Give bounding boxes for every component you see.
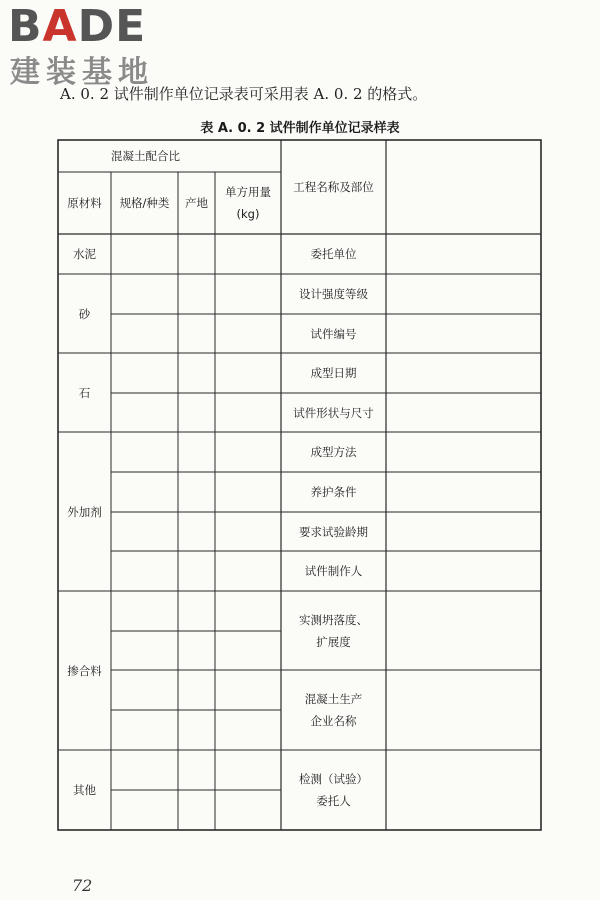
right-label-strength-grade: 设计强度等级 [299, 287, 368, 301]
right-label-client: 委托单位 [310, 247, 357, 261]
material-cement: 水泥 [73, 247, 96, 261]
material-other: 其他 [73, 783, 96, 797]
mix-ratio-header: 混凝土配合比 [111, 149, 180, 163]
right-label-maker: 试件制作人 [304, 564, 363, 578]
right-label-test-age: 要求试验龄期 [299, 524, 368, 539]
logo-wordmark: BADE [8, 1, 147, 52]
right-label-curing: 养护条件 [310, 485, 357, 499]
right-label-specimen-no: 试件编号 [310, 326, 357, 341]
material-stone: 石 [78, 385, 91, 400]
material-admixture: 外加剂 [67, 504, 102, 519]
col-header-material: 原材料 [67, 196, 102, 210]
testing-line1: 检测（试验） [299, 772, 368, 786]
producer-line1: 混凝土生产 [304, 692, 363, 706]
col-header-origin: 产地 [185, 196, 208, 210]
right-label-molding-method: 成型方法 [310, 445, 357, 459]
col-header-dosage-line2: (kg) [236, 207, 260, 221]
logo-chinese-text: 建装基地 [10, 55, 154, 90]
page-number: 72 [72, 876, 93, 895]
right-label-producer [281, 670, 386, 750]
right-label-project: 工程名称及部位 [293, 180, 374, 194]
intro-paragraph: A. 0. 2 试件制作单位记录表可采用表 A. 0. 2 的格式。 [60, 85, 428, 103]
right-label-molding-date: 成型日期 [310, 366, 357, 380]
col-header-spec: 规格/种类 [119, 196, 170, 210]
table-caption: 表 A. 0. 2 试件制作单位记录样表 [200, 121, 400, 136]
right-label-testing-client [281, 750, 386, 830]
producer-line2: 企业名称 [310, 714, 357, 728]
slump-line1: 实测坍落度、 [299, 612, 368, 627]
col-header-dosage [215, 172, 281, 234]
slump-line2: 扩展度 [316, 634, 351, 649]
testing-line2: 委托人 [316, 794, 351, 808]
material-mineral-admixture: 掺合料 [67, 663, 102, 678]
right-label-shape-size: 试件形状与尺寸 [293, 405, 374, 420]
right-label-slump [281, 591, 386, 670]
col-header-dosage-line1: 单方用量 [225, 185, 271, 199]
material-sand: 砂 [78, 306, 91, 321]
